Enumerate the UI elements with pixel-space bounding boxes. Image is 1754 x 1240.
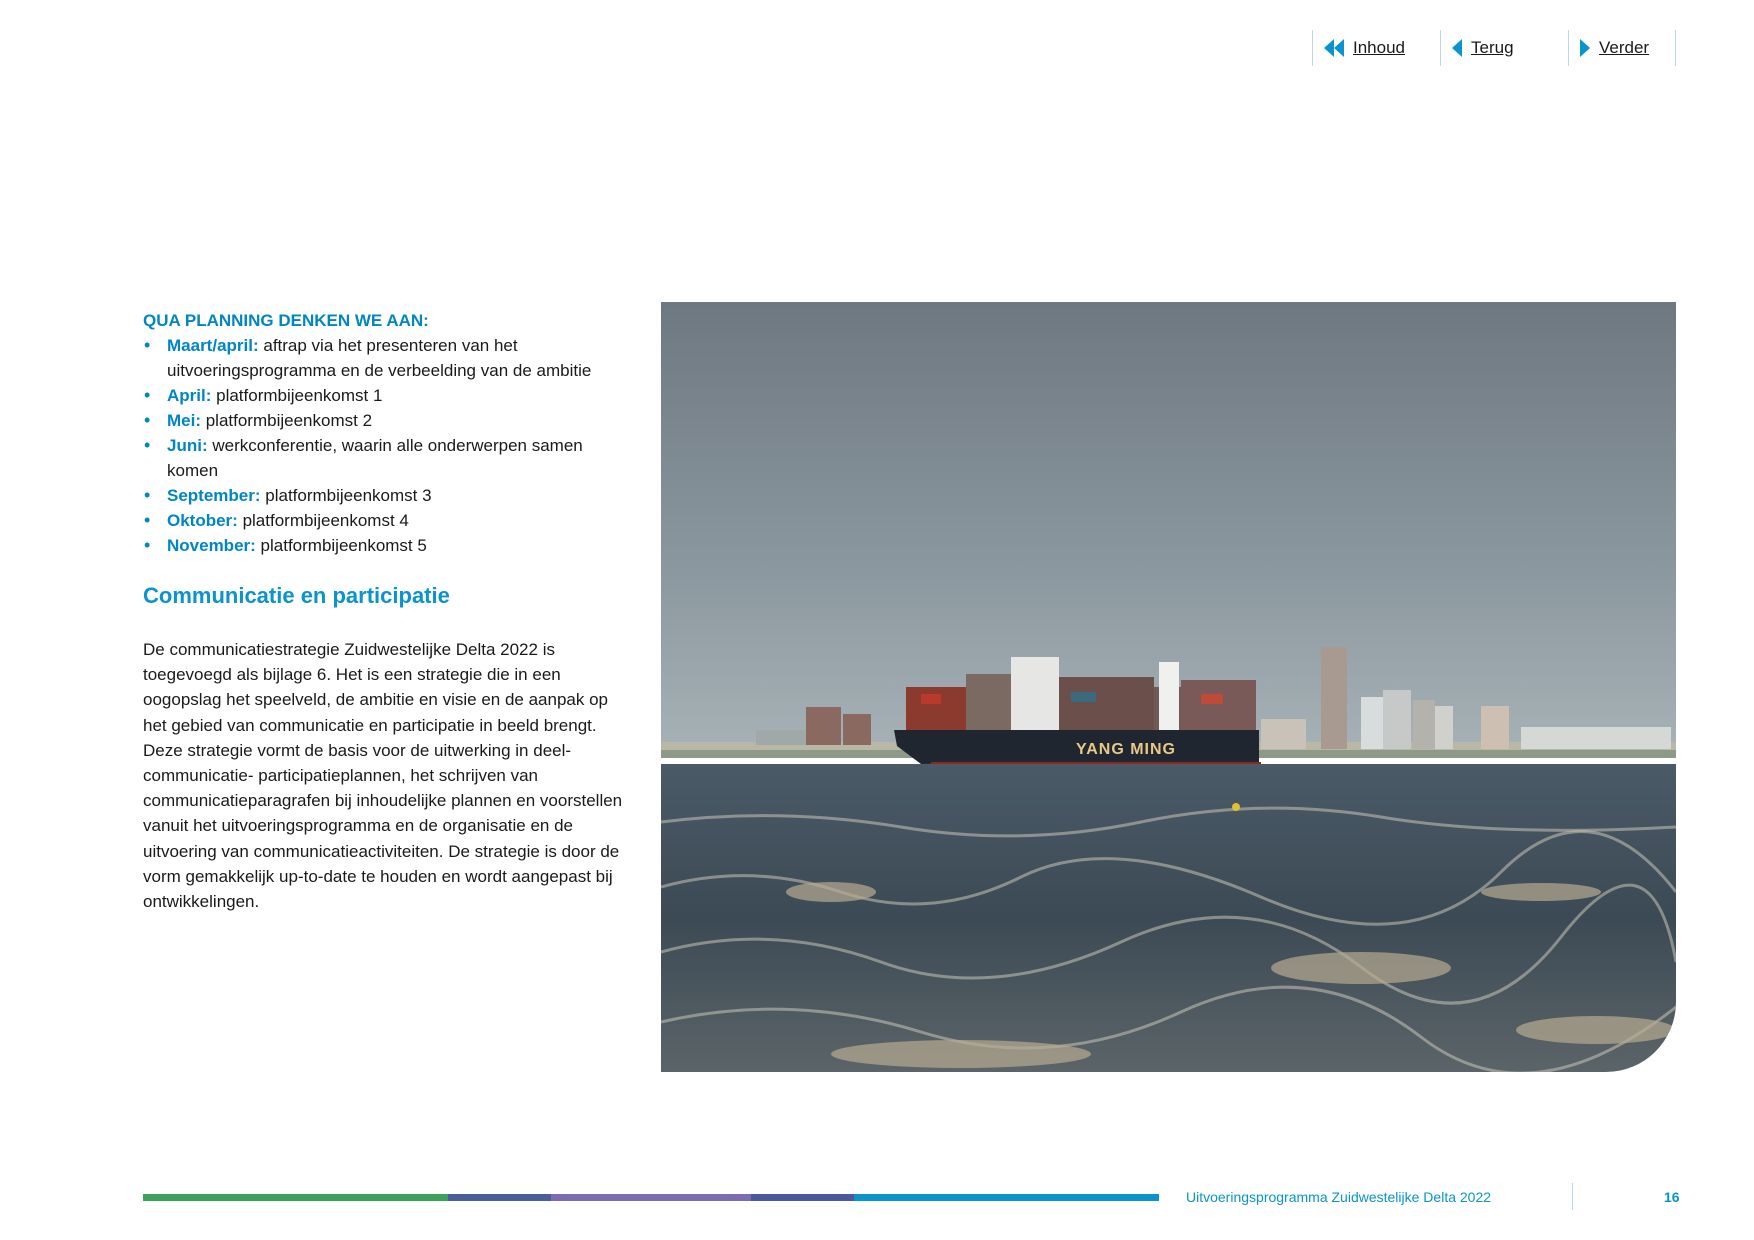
- footer-bar-segment: [854, 1194, 1159, 1201]
- planning-month: Mei:: [167, 411, 201, 430]
- right-arrow-icon: [1579, 37, 1591, 59]
- nav-inhoud-label: Inhoud: [1353, 38, 1405, 57]
- page-number: 16: [1664, 1189, 1680, 1205]
- bullet-icon: •: [144, 435, 151, 455]
- left-arrow-icon: [1451, 37, 1463, 59]
- list-item: [143, 433, 633, 483]
- planning-month: November:: [167, 536, 256, 555]
- footer-document-title: Uitvoeringsprogramma Zuidwestelijke Delta 2022: [1186, 1189, 1492, 1205]
- ship-name: YANG MING: [1076, 741, 1176, 758]
- section-title: Communicatie en participatie: [143, 583, 450, 608]
- bullet-icon: •: [144, 485, 151, 505]
- planning-month: Juni:: [167, 436, 208, 455]
- footer-bar-segment: [751, 1194, 854, 1201]
- list-item: [143, 483, 633, 508]
- list-item: [143, 508, 633, 533]
- section-body: De communicatiestrategie Zuidwestelijke Delta 2022 is toegevoegd als bijlage 6. Het is een strategie die in een oogopslag het speelveld, de ambitie en visie en de aanpak op het gebied van communicatie en participatie in beeld brengt. Deze strategie vormt de basis voor de uitwerking in deel-communicatie- participatieplannen, het schrijven van communicatieparagrafen bij inhoudelijke plannen en voorstellen vanuit het uitvoeringsprogramma en de organisatie en de uitvoering van communicatieactiviteiten. De strategie is door de vorm gemakkelijk up-to-date te houden en wordt aangepast bij ontwikkelingen.: [143, 640, 623, 912]
- bullet-icon: •: [144, 335, 151, 355]
- list-item: [143, 408, 633, 433]
- planning-text: platformbijeenkomst 2: [201, 411, 373, 430]
- list-item: [143, 383, 633, 408]
- top-navigation: [1300, 30, 1680, 66]
- footer-bar-segment: [551, 1194, 751, 1201]
- footer-bar-segment: [448, 1194, 551, 1201]
- nav-inhoud-link[interactable]: [1312, 30, 1441, 66]
- planning-heading: QUA PLANNING DENKEN WE AAN:: [143, 311, 429, 330]
- planning-text: platformbijeenkomst 4: [237, 511, 409, 530]
- text-column: [143, 308, 633, 914]
- nav-verder-label: Verder: [1599, 38, 1650, 57]
- nav-divider: [1675, 30, 1676, 66]
- nav-terug-link[interactable]: [1440, 30, 1569, 66]
- planning-text: aftrap via het presenteren van het uitvoeringsprogramma en de verbeelding van de ambitie: [167, 336, 592, 380]
- bullet-icon: •: [144, 535, 151, 555]
- bullet-icon: •: [144, 385, 151, 405]
- footer-color-bar: [143, 1194, 1159, 1201]
- planning-month: September:: [167, 486, 261, 505]
- double-left-arrow-icon: [1323, 37, 1345, 59]
- planning-month: Maart/april:: [167, 336, 259, 355]
- planning-month: Oktober:: [167, 511, 238, 530]
- list-item: [143, 333, 633, 383]
- planning-text: platformbijeenkomst 1: [211, 386, 383, 405]
- planning-text: platformbijeenkomst 3: [260, 486, 432, 505]
- planning-text: werkconferentie, waarin alle onderwerpen samen komen: [167, 436, 583, 480]
- planning-list: [143, 333, 633, 558]
- planning-month: April:: [167, 386, 212, 405]
- bullet-icon: •: [144, 410, 151, 430]
- ship-photo: [661, 302, 1676, 1072]
- nav-verder-link[interactable]: [1568, 30, 1686, 66]
- planning-text: platformbijeenkomst 5: [255, 536, 427, 555]
- nav-terug-label: Terug: [1471, 38, 1514, 57]
- footer-bar-segment: [143, 1194, 448, 1201]
- list-item: [143, 533, 633, 558]
- bullet-icon: •: [144, 510, 151, 530]
- footer-divider: [1572, 1183, 1573, 1210]
